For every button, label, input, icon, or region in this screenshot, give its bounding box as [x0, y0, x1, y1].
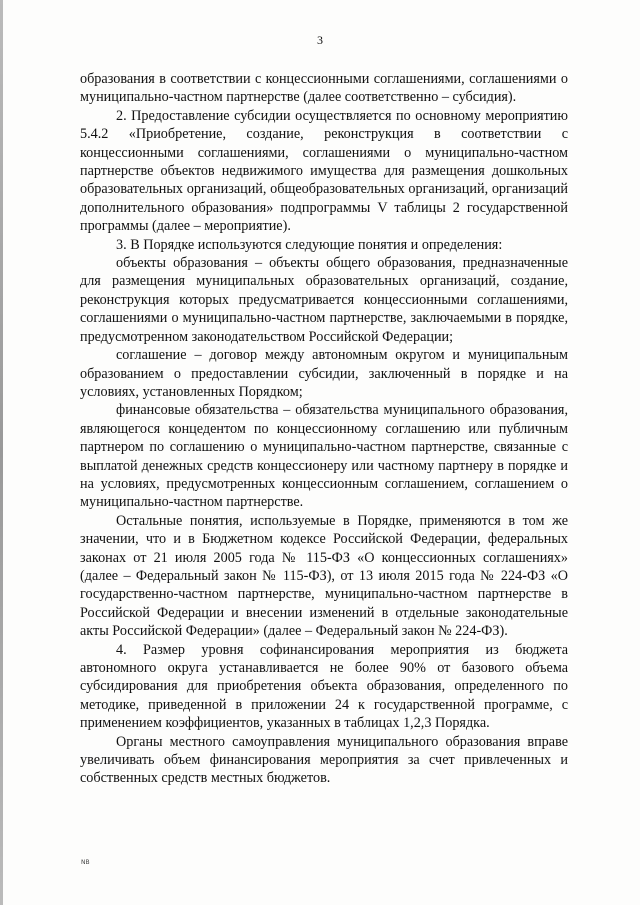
document-body: [80, 70, 568, 788]
page-number: 3: [317, 33, 323, 47]
paragraph-local-authorities: Органы местного самоуправления муниципального образования вправе увеличивать объем финансирования мероприятия за счет привлеченных и собственных средств местных бюджетов.: [80, 733, 568, 787]
definition-obligations: финансовые обязательства – обязательства муниципального образования, являющегося концедентом по концессионному соглашению или публичным партнером по соглашению о муниципально-частном партнерстве, связанные с выплатой денежных средств концессионеру или частному партнеру в порядке и на условиях, предусмотренных концессионным соглашением, соглашением о муниципально-частном партнерстве.: [80, 402, 568, 511]
definition-agreement: соглашение – договор между автономным округом и муниципальным образованием о предоставлении субсидии, заключенный в порядке и на условиях, установленных Порядком;: [80, 347, 568, 400]
definition-objects: объекты образования – объекты общего образования, предназначенные для размещения муниципальных образовательных организаций, создание, реконструкция которых предусматривается концессионными соглашениями, соглашениями о муниципально-частном партнерстве, заключаемыми в порядке, предусмотренном законодательством Российской Федерации;: [80, 255, 568, 345]
paragraph-item-2: 2. Предоставление субсидии осуществляется по основному мероприятию 5.4.2 «Приобретение, создание, реконструкция в соответствии с концессионными соглашениями, соглашениями о муниципально-частном партнерстве объектов недвижимого имущества для размещения дошкольных образовательных организаций, общеобразовательных организаций, организаций дополнительного образования» подпрограммы V таблицы 2 государственной программы (далее – мероприятие).: [80, 107, 568, 235]
scan-edge: [0, 0, 3, 905]
paragraph-continuation: образования в соответствии с концессионными соглашениями, соглашениями о муниципально-частном партнерстве (далее соответственно – субсидия).: [80, 71, 568, 106]
footer-mark: NB: [81, 859, 90, 866]
paragraph-item-4: 4. Размер уровня софинансирования мероприятия из бюджета автономного округа устанавливается не более 90% от базового объема субсидирования для приобретения объекта образования, определенного по методике, приведенной в приложении 24 к государственной программе, с применением коэффициентов, указанных в таблицах 1,2,3 Порядка.: [80, 641, 568, 732]
paragraph-other-terms: Остальные понятия, используемые в Порядке, применяются в том же значении, что и в Бюджетном кодексе Российской Федерации, федеральных законах от 21 июля 2005 года № 115-ФЗ «О концессионных соглашениях» (далее – Федеральный закон № 115-ФЗ), от 13 июля 2015 года № 224-ФЗ «О государственно-частном партнерстве, муниципально-частном партнерстве в Российской Федерации и внесении изменений в отдельные законодательные акты Российской Федерации» (далее – Федеральный закон № 224-ФЗ).: [80, 512, 568, 640]
paragraph-item-3: 3. В Порядке используются следующие понятия и определения:: [116, 236, 503, 253]
